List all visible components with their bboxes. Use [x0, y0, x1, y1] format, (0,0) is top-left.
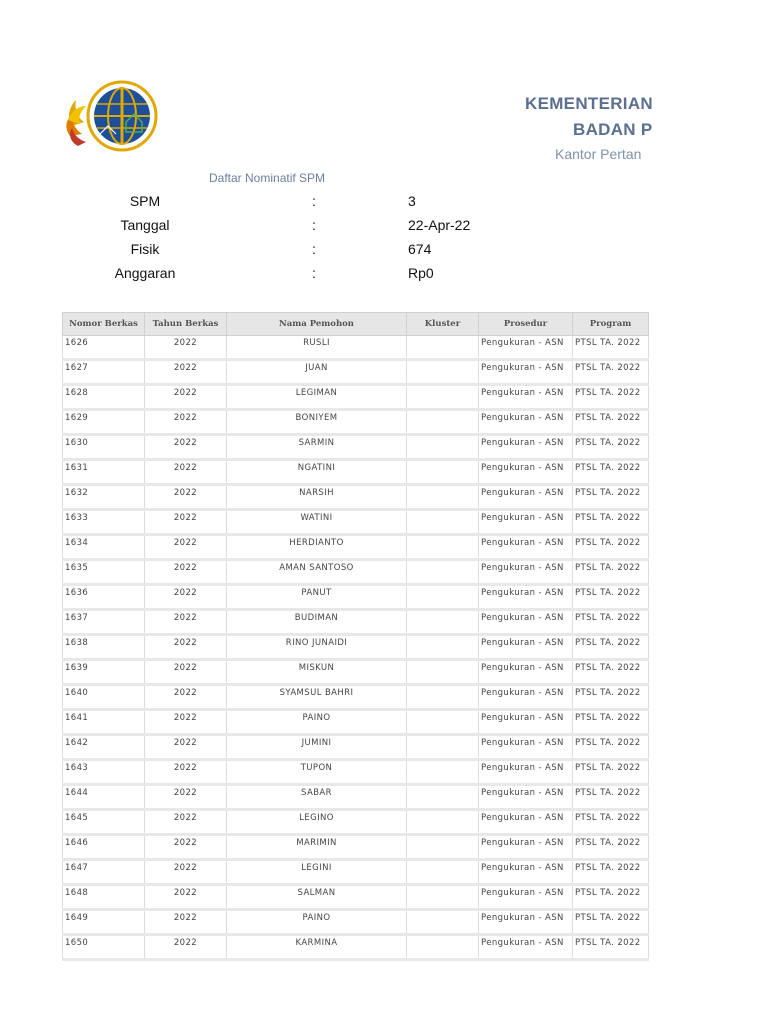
- cell-program: PTSL TA. 2022: [573, 910, 649, 935]
- cell-program: PTSL TA. 2022: [573, 785, 649, 810]
- cell-tahun-berkas: 2022: [145, 336, 227, 360]
- table-row: [63, 710, 649, 735]
- cell-kluster: [407, 835, 479, 860]
- cell-program: PTSL TA. 2022: [573, 585, 649, 610]
- info-row-tanggal: [0, 214, 768, 238]
- column-header-prosedur: Prosedur: [479, 313, 573, 336]
- cell-prosedur: Pengukuran - ASN: [479, 685, 573, 710]
- cell-nomor-berkas: 1650: [63, 935, 145, 960]
- cell-prosedur: Pengukuran - ASN: [479, 910, 573, 935]
- cell-kluster: [407, 435, 479, 460]
- cell-prosedur: Pengukuran - ASN: [479, 585, 573, 610]
- table-row: [63, 360, 649, 385]
- cell-tahun-berkas: 2022: [145, 935, 227, 960]
- info-separator: :: [312, 217, 316, 233]
- cell-prosedur: Pengukuran - ASN: [479, 635, 573, 660]
- cell-nama-pemohon: SALMAN: [227, 885, 407, 910]
- cell-nomor-berkas: 1642: [63, 735, 145, 760]
- nominatif-table: [62, 312, 649, 961]
- column-header-tahun-berkas: Tahun Berkas: [145, 313, 227, 336]
- cell-nomor-berkas: 1633: [63, 510, 145, 535]
- cell-prosedur: Pengukuran - ASN: [479, 410, 573, 435]
- cell-nomor-berkas: 1640: [63, 685, 145, 710]
- cell-prosedur: Pengukuran - ASN: [479, 810, 573, 835]
- cell-program: PTSL TA. 2022: [573, 735, 649, 760]
- cell-kluster: [407, 360, 479, 385]
- cell-prosedur: Pengukuran - ASN: [479, 935, 573, 960]
- cell-tahun-berkas: 2022: [145, 560, 227, 585]
- cell-tahun-berkas: 2022: [145, 910, 227, 935]
- cell-nomor-berkas: 1647: [63, 860, 145, 885]
- cell-kluster: [407, 585, 479, 610]
- cell-tahun-berkas: 2022: [145, 685, 227, 710]
- cell-nomor-berkas: 1639: [63, 660, 145, 685]
- info-label: Fisik: [130, 241, 160, 257]
- cell-nama-pemohon: PANUT: [227, 585, 407, 610]
- table-row: [63, 660, 649, 685]
- cell-program: PTSL TA. 2022: [573, 336, 649, 360]
- cell-tahun-berkas: 2022: [145, 435, 227, 460]
- cell-tahun-berkas: 2022: [145, 785, 227, 810]
- cell-nama-pemohon: JUMINI: [227, 735, 407, 760]
- cell-prosedur: Pengukuran - ASN: [479, 760, 573, 785]
- cell-prosedur: Pengukuran - ASN: [479, 710, 573, 735]
- cell-program: PTSL TA. 2022: [573, 935, 649, 960]
- cell-nomor-berkas: 1635: [63, 560, 145, 585]
- table-row: [63, 410, 649, 435]
- ministry-logo-icon: [64, 76, 164, 158]
- info-label: SPM: [129, 193, 161, 209]
- header-agency-title: BADAN P: [573, 120, 653, 139]
- spm-info-block: [0, 190, 768, 286]
- cell-program: PTSL TA. 2022: [573, 360, 649, 385]
- cell-kluster: [407, 510, 479, 535]
- cell-nomor-berkas: 1649: [63, 910, 145, 935]
- table-row: [63, 336, 649, 360]
- table-header-row: [63, 313, 649, 336]
- cell-nama-pemohon: RINO JUNAIDI: [227, 635, 407, 660]
- table-body: [63, 336, 649, 960]
- table-row: [63, 385, 649, 410]
- cell-nama-pemohon: LEGINI: [227, 860, 407, 885]
- cell-program: PTSL TA. 2022: [573, 660, 649, 685]
- cell-program: PTSL TA. 2022: [573, 485, 649, 510]
- cell-program: PTSL TA. 2022: [573, 385, 649, 410]
- cell-prosedur: Pengukuran - ASN: [479, 785, 573, 810]
- cell-program: PTSL TA. 2022: [573, 610, 649, 635]
- cell-program: PTSL TA. 2022: [573, 410, 649, 435]
- cell-nama-pemohon: RUSLI: [227, 336, 407, 360]
- cell-tahun-berkas: 2022: [145, 660, 227, 685]
- cell-nomor-berkas: 1637: [63, 610, 145, 635]
- cell-prosedur: Pengukuran - ASN: [479, 610, 573, 635]
- cell-nama-pemohon: SYAMSUL BAHRI: [227, 685, 407, 710]
- info-value: 674: [408, 241, 432, 257]
- header-ministry-title: KEMENTERIAN: [525, 94, 653, 113]
- cell-nomor-berkas: 1629: [63, 410, 145, 435]
- cell-nama-pemohon: TUPON: [227, 760, 407, 785]
- table-row: [63, 585, 649, 610]
- cell-tahun-berkas: 2022: [145, 460, 227, 485]
- cell-tahun-berkas: 2022: [145, 860, 227, 885]
- cell-nomor-berkas: 1648: [63, 885, 145, 910]
- cell-nama-pemohon: SABAR: [227, 785, 407, 810]
- cell-kluster: [407, 535, 479, 560]
- cell-kluster: [407, 460, 479, 485]
- cell-kluster: [407, 336, 479, 360]
- cell-kluster: [407, 660, 479, 685]
- cell-prosedur: Pengukuran - ASN: [479, 860, 573, 885]
- cell-nomor-berkas: 1634: [63, 535, 145, 560]
- cell-nama-pemohon: WATINI: [227, 510, 407, 535]
- cell-tahun-berkas: 2022: [145, 760, 227, 785]
- cell-tahun-berkas: 2022: [145, 810, 227, 835]
- info-value: 3: [408, 193, 416, 209]
- cell-tahun-berkas: 2022: [145, 710, 227, 735]
- cell-nama-pemohon: MARIMIN: [227, 835, 407, 860]
- cell-nomor-berkas: 1636: [63, 585, 145, 610]
- info-separator: :: [312, 265, 316, 281]
- info-value: Rp0: [408, 265, 434, 281]
- cell-nomor-berkas: 1632: [63, 485, 145, 510]
- cell-program: PTSL TA. 2022: [573, 835, 649, 860]
- cell-tahun-berkas: 2022: [145, 610, 227, 635]
- cell-kluster: [407, 910, 479, 935]
- table-row: [63, 785, 649, 810]
- cell-tahun-berkas: 2022: [145, 410, 227, 435]
- cell-nama-pemohon: AMAN SANTOSO: [227, 560, 407, 585]
- table-row: [63, 560, 649, 585]
- cell-prosedur: Pengukuran - ASN: [479, 460, 573, 485]
- cell-kluster: [407, 485, 479, 510]
- cell-program: PTSL TA. 2022: [573, 510, 649, 535]
- info-row-anggaran: [0, 262, 768, 286]
- cell-nama-pemohon: SARMIN: [227, 435, 407, 460]
- table-row: [63, 760, 649, 785]
- cell-kluster: [407, 410, 479, 435]
- cell-nomor-berkas: 1626: [63, 336, 145, 360]
- info-label: Tanggal: [120, 217, 170, 233]
- cell-kluster: [407, 735, 479, 760]
- header-title-block: [500, 94, 768, 166]
- table-row: [63, 685, 649, 710]
- cell-nama-pemohon: BUDIMAN: [227, 610, 407, 635]
- cell-prosedur: Pengukuran - ASN: [479, 835, 573, 860]
- cell-nomor-berkas: 1638: [63, 635, 145, 660]
- cell-program: PTSL TA. 2022: [573, 635, 649, 660]
- cell-program: PTSL TA. 2022: [573, 535, 649, 560]
- cell-tahun-berkas: 2022: [145, 360, 227, 385]
- cell-prosedur: Pengukuran - ASN: [479, 385, 573, 410]
- cell-tahun-berkas: 2022: [145, 485, 227, 510]
- cell-prosedur: Pengukuran - ASN: [479, 735, 573, 760]
- cell-tahun-berkas: 2022: [145, 535, 227, 560]
- cell-nama-pemohon: NGATINI: [227, 460, 407, 485]
- cell-tahun-berkas: 2022: [145, 885, 227, 910]
- table-row: [63, 460, 649, 485]
- cell-nomor-berkas: 1645: [63, 810, 145, 835]
- cell-prosedur: Pengukuran - ASN: [479, 885, 573, 910]
- table-row: [63, 735, 649, 760]
- cell-program: PTSL TA. 2022: [573, 685, 649, 710]
- table-row: [63, 510, 649, 535]
- cell-kluster: [407, 610, 479, 635]
- info-value: 22-Apr-22: [408, 217, 471, 233]
- cell-kluster: [407, 385, 479, 410]
- column-header-nomor-berkas: Nomor Berkas: [63, 313, 145, 336]
- cell-nomor-berkas: 1628: [63, 385, 145, 410]
- cell-nomor-berkas: 1644: [63, 785, 145, 810]
- cell-tahun-berkas: 2022: [145, 385, 227, 410]
- cell-program: PTSL TA. 2022: [573, 435, 649, 460]
- cell-program: PTSL TA. 2022: [573, 710, 649, 735]
- info-label: Anggaran: [114, 265, 176, 281]
- cell-tahun-berkas: 2022: [145, 735, 227, 760]
- cell-kluster: [407, 885, 479, 910]
- cell-nama-pemohon: JUAN: [227, 360, 407, 385]
- cell-nama-pemohon: MISKUN: [227, 660, 407, 685]
- cell-nama-pemohon: BONIYEM: [227, 410, 407, 435]
- cell-prosedur: Pengukuran - ASN: [479, 360, 573, 385]
- cell-nomor-berkas: 1627: [63, 360, 145, 385]
- cell-program: PTSL TA. 2022: [573, 885, 649, 910]
- cell-nama-pemohon: LEGINO: [227, 810, 407, 835]
- cell-program: PTSL TA. 2022: [573, 560, 649, 585]
- cell-kluster: [407, 785, 479, 810]
- cell-nomor-berkas: 1641: [63, 710, 145, 735]
- column-header-kluster: Kluster: [407, 313, 479, 336]
- cell-nomor-berkas: 1631: [63, 460, 145, 485]
- cell-tahun-berkas: 2022: [145, 585, 227, 610]
- header-office-title: Kantor Pertan: [555, 146, 642, 162]
- table-row: [63, 860, 649, 885]
- cell-tahun-berkas: 2022: [145, 635, 227, 660]
- column-header-nama-pemohon: Nama Pemohon: [227, 313, 407, 336]
- cell-program: PTSL TA. 2022: [573, 810, 649, 835]
- cell-nomor-berkas: 1630: [63, 435, 145, 460]
- cell-prosedur: Pengukuran - ASN: [479, 560, 573, 585]
- cell-prosedur: Pengukuran - ASN: [479, 435, 573, 460]
- cell-tahun-berkas: 2022: [145, 510, 227, 535]
- table-row: [63, 635, 649, 660]
- info-separator: :: [312, 193, 316, 209]
- cell-nama-pemohon: PAINO: [227, 710, 407, 735]
- cell-program: PTSL TA. 2022: [573, 760, 649, 785]
- cell-prosedur: Pengukuran - ASN: [479, 336, 573, 360]
- table-row: [63, 910, 649, 935]
- table-row: [63, 435, 649, 460]
- cell-prosedur: Pengukuran - ASN: [479, 485, 573, 510]
- cell-tahun-berkas: 2022: [145, 835, 227, 860]
- cell-nomor-berkas: 1643: [63, 760, 145, 785]
- cell-prosedur: Pengukuran - ASN: [479, 535, 573, 560]
- table-row: [63, 835, 649, 860]
- cell-program: PTSL TA. 2022: [573, 460, 649, 485]
- cell-kluster: [407, 935, 479, 960]
- cell-kluster: [407, 560, 479, 585]
- table-row: [63, 885, 649, 910]
- cell-kluster: [407, 685, 479, 710]
- cell-kluster: [407, 860, 479, 885]
- cell-program: PTSL TA. 2022: [573, 860, 649, 885]
- cell-nama-pemohon: KARMINA: [227, 935, 407, 960]
- cell-kluster: [407, 760, 479, 785]
- cell-nama-pemohon: NARSIH: [227, 485, 407, 510]
- info-row-fisik: [0, 238, 768, 262]
- cell-nama-pemohon: LEGIMAN: [227, 385, 407, 410]
- table-row: [63, 610, 649, 635]
- column-header-program: Program: [573, 313, 649, 336]
- document-subtitle: Daftar Nominatif SPM: [209, 171, 326, 185]
- table-row: [63, 485, 649, 510]
- cell-kluster: [407, 635, 479, 660]
- table-row: [63, 935, 649, 960]
- cell-nama-pemohon: HERDIANTO: [227, 535, 407, 560]
- cell-nomor-berkas: 1646: [63, 835, 145, 860]
- cell-prosedur: Pengukuran - ASN: [479, 510, 573, 535]
- cell-prosedur: Pengukuran - ASN: [479, 660, 573, 685]
- table-row: [63, 810, 649, 835]
- cell-nama-pemohon: PAINO: [227, 910, 407, 935]
- info-row-spm: [0, 190, 768, 214]
- info-separator: :: [312, 241, 316, 257]
- table-row: [63, 535, 649, 560]
- cell-kluster: [407, 810, 479, 835]
- cell-kluster: [407, 710, 479, 735]
